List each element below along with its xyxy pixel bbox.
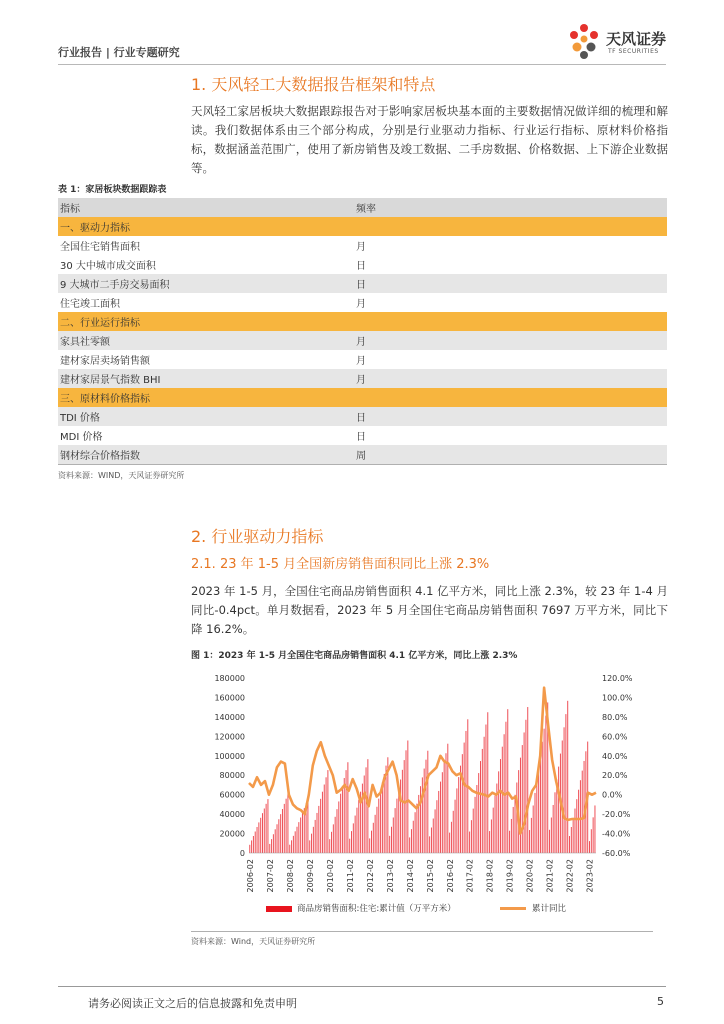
bar bbox=[424, 769, 425, 853]
table-row bbox=[58, 236, 667, 255]
bar bbox=[340, 794, 341, 853]
bar bbox=[553, 805, 554, 853]
table-row bbox=[58, 350, 667, 369]
bar bbox=[584, 761, 585, 853]
chart-svg bbox=[191, 666, 653, 930]
legend bbox=[266, 902, 646, 916]
y-left-tick-label: 80000 bbox=[219, 771, 245, 781]
bar bbox=[366, 767, 367, 853]
bar bbox=[522, 745, 523, 853]
bar bbox=[396, 799, 397, 853]
bar bbox=[415, 812, 416, 853]
figure-1-chart bbox=[191, 666, 653, 930]
bar bbox=[384, 774, 385, 853]
bar bbox=[327, 770, 328, 853]
table-cell-frequency: 日 bbox=[356, 432, 366, 443]
bar bbox=[342, 786, 343, 853]
table-row bbox=[58, 331, 667, 350]
bar bbox=[260, 818, 261, 853]
section-2-paragraph: 2023 年 1-5 月，全国住宅商品房销售面积 4.1 亿平方米，同比上涨 2.3%，较 23 年 1-4 月同比-0.4pct。单月数据看，2023 年 5 月全国住宅商品房销售面积 7697 万平方米，同比下降 16.2%。 bbox=[191, 584, 668, 636]
bar bbox=[536, 780, 537, 853]
section-1-title: 1. 天风轻工大数据报告框架和特点 bbox=[191, 75, 436, 94]
bar bbox=[554, 792, 555, 853]
y-left-tick-label: 140000 bbox=[214, 712, 245, 722]
bar bbox=[344, 778, 345, 853]
footer-divider bbox=[58, 986, 666, 987]
bar bbox=[511, 819, 512, 853]
table-cell-frequency: 日 bbox=[356, 261, 366, 272]
bar bbox=[331, 832, 332, 853]
table-row bbox=[58, 217, 667, 236]
bar bbox=[251, 840, 252, 853]
logo-name: 天风证券 bbox=[606, 30, 667, 48]
y-right-tick-label: -60.0% bbox=[602, 849, 631, 858]
bar bbox=[271, 839, 272, 853]
bar bbox=[266, 804, 267, 853]
bar bbox=[545, 716, 546, 853]
y-right-tick-label: 100.0% bbox=[602, 693, 633, 703]
table-1-source: 资料来源：WIND，天风证券研究所 bbox=[58, 471, 185, 480]
bar bbox=[320, 799, 321, 853]
bar bbox=[413, 821, 414, 853]
bar bbox=[282, 809, 283, 853]
x-tick-label: 2008-02 bbox=[285, 859, 295, 893]
bar bbox=[336, 809, 337, 853]
bar bbox=[447, 744, 448, 853]
table-cell-frequency: 月 bbox=[356, 242, 366, 253]
y-left-tick-label: 180000 bbox=[214, 674, 245, 683]
bar bbox=[429, 836, 430, 853]
bar bbox=[449, 833, 450, 853]
figure-1-caption: 图 1：2023 年 1-5 月全国住宅商品房销售面积 4.1 亿平方米，同比上涨 2.3% bbox=[191, 651, 518, 661]
bar bbox=[471, 820, 472, 853]
table-row bbox=[58, 388, 667, 407]
bar bbox=[298, 822, 299, 853]
bar bbox=[505, 722, 506, 853]
bar bbox=[358, 800, 359, 853]
table-row bbox=[58, 255, 667, 274]
bar bbox=[582, 771, 583, 853]
bar bbox=[351, 831, 352, 853]
x-tick-label: 2013-02 bbox=[385, 859, 395, 893]
y-left-tick-label: 100000 bbox=[214, 751, 245, 761]
bar bbox=[451, 822, 452, 853]
table-cell-indicator: TDI 价格 bbox=[60, 413, 100, 424]
bar bbox=[386, 766, 387, 853]
bar bbox=[286, 799, 287, 853]
table-cell-indicator: 全国住宅销售面积 bbox=[60, 242, 140, 253]
bar bbox=[500, 759, 501, 853]
x-tick-label: 2007-02 bbox=[265, 859, 275, 893]
bar bbox=[255, 832, 256, 853]
y-right-tick-label: 60.0% bbox=[602, 732, 628, 742]
table-cell-frequency: 月 bbox=[356, 356, 366, 367]
bar bbox=[395, 808, 396, 853]
bar bbox=[322, 792, 323, 853]
table-header-row bbox=[58, 198, 667, 217]
bar bbox=[293, 836, 294, 853]
x-tick-label: 2014-02 bbox=[405, 859, 415, 893]
bar bbox=[544, 729, 545, 853]
x-tick-label: 2019-02 bbox=[505, 859, 515, 893]
y-right-tick-label: 0.0% bbox=[602, 790, 623, 800]
bar bbox=[300, 817, 301, 853]
bar bbox=[407, 740, 408, 853]
logo-subtitle: TF SECURITIES bbox=[608, 48, 659, 55]
bar bbox=[538, 767, 539, 853]
bar bbox=[267, 799, 268, 853]
bar bbox=[520, 758, 521, 853]
bar bbox=[436, 800, 437, 853]
bar bbox=[513, 807, 514, 853]
bar bbox=[489, 831, 490, 853]
table-cell-frequency: 月 bbox=[356, 299, 366, 310]
bar bbox=[326, 777, 327, 853]
bar bbox=[258, 822, 259, 853]
header-breadcrumb: 行业报告 | 行业专题研究 bbox=[58, 46, 180, 59]
table-cell-frequency: 月 bbox=[356, 375, 366, 386]
tf-logo-icon bbox=[566, 22, 602, 62]
table-cell-indicator: 建材家居景气指数 BHI bbox=[60, 375, 161, 386]
bar bbox=[335, 817, 336, 853]
y-left-tick-label: 40000 bbox=[219, 810, 245, 820]
table-row bbox=[58, 426, 667, 445]
x-tick-label: 2015-02 bbox=[425, 859, 435, 893]
bar bbox=[453, 811, 454, 853]
table-cell-frequency: 日 bbox=[356, 280, 366, 291]
bar bbox=[515, 795, 516, 853]
x-tick-label: 2010-02 bbox=[325, 859, 335, 893]
bar bbox=[431, 828, 432, 853]
bar bbox=[311, 834, 312, 853]
bar bbox=[355, 816, 356, 853]
bar bbox=[469, 832, 470, 853]
bar bbox=[535, 793, 536, 853]
bar bbox=[277, 824, 278, 853]
bar bbox=[456, 788, 457, 853]
bar bbox=[393, 818, 394, 853]
bar bbox=[573, 818, 574, 853]
bar bbox=[402, 770, 403, 853]
bar bbox=[480, 761, 481, 853]
bar bbox=[380, 790, 381, 853]
bar bbox=[525, 720, 526, 853]
bar bbox=[284, 804, 285, 853]
bar bbox=[564, 727, 565, 853]
bar bbox=[369, 838, 370, 853]
x-tick-label: 2021-02 bbox=[545, 859, 555, 893]
bar bbox=[347, 762, 348, 853]
bar bbox=[580, 780, 581, 853]
y-right-tick-label: 40.0% bbox=[602, 751, 628, 761]
header-divider bbox=[58, 64, 666, 65]
bar bbox=[391, 827, 392, 853]
figure-bottom-rule bbox=[191, 931, 653, 932]
bar bbox=[529, 830, 530, 853]
section-2-title: 2. 行业驱动力指标 bbox=[191, 527, 324, 546]
bar bbox=[498, 771, 499, 853]
bar bbox=[257, 827, 258, 853]
table-cell-indicator: 家具社零额 bbox=[60, 337, 110, 348]
bar bbox=[540, 755, 541, 853]
bar bbox=[487, 712, 488, 853]
x-tick-label: 2023-02 bbox=[585, 859, 595, 893]
table-bottom-rule bbox=[58, 464, 667, 465]
table-cell-frequency: 月 bbox=[356, 337, 366, 348]
bar bbox=[465, 731, 466, 853]
x-tick-label: 2018-02 bbox=[485, 859, 495, 893]
bar bbox=[316, 813, 317, 853]
bar bbox=[455, 800, 456, 853]
x-tick-label: 2017-02 bbox=[465, 859, 475, 893]
bar bbox=[531, 818, 532, 853]
bar bbox=[373, 823, 374, 853]
bar bbox=[493, 808, 494, 853]
bar bbox=[578, 790, 579, 853]
section-2-1-title: 2.1. 23 年 1-5 月全国新房销售面积同比上涨 2.3% bbox=[191, 557, 490, 572]
bar bbox=[364, 776, 365, 853]
bar bbox=[435, 809, 436, 853]
y-left-tick-label: 60000 bbox=[219, 790, 245, 800]
bar bbox=[524, 732, 525, 853]
bar bbox=[574, 809, 575, 853]
table-cell-indicator: 建材家居卖场销售额 bbox=[60, 356, 150, 367]
bar bbox=[309, 840, 310, 853]
y-left-tick-label: 120000 bbox=[214, 732, 245, 742]
bar bbox=[346, 770, 347, 853]
bar bbox=[349, 839, 350, 853]
bar bbox=[542, 742, 543, 853]
bar bbox=[356, 808, 357, 853]
bar bbox=[416, 804, 417, 853]
table-cell-indicator: 住宅竣工面积 bbox=[60, 299, 120, 310]
tf-securities-logo bbox=[566, 22, 676, 62]
bar bbox=[507, 709, 508, 853]
bar bbox=[422, 777, 423, 853]
bar bbox=[438, 791, 439, 853]
legend-label-bar: 商品房销售面积:住宅:累计值（万平方米） bbox=[297, 904, 456, 914]
bar bbox=[475, 797, 476, 853]
bar bbox=[313, 827, 314, 853]
bar bbox=[409, 837, 410, 853]
bar bbox=[333, 824, 334, 853]
table-row bbox=[58, 293, 667, 312]
bar bbox=[269, 844, 270, 853]
bar bbox=[562, 740, 563, 853]
bar bbox=[411, 829, 412, 853]
table-cell-frequency: 日 bbox=[356, 413, 366, 424]
y-right-tick-label: -20.0% bbox=[602, 810, 631, 820]
bar bbox=[571, 827, 572, 853]
table-row bbox=[58, 274, 667, 293]
section-1-paragraph: 天风轻工家居板块大数据跟踪报告对于影响家居板块基本面的主要数据情况做详细的梳理和解读。我们数据体系由三个部分构成，分别是行业驱动力指标、行业运行指标、原材料价格指标，数据涵盖范围广，使用了新房销售及竣工数据、二手房数据、价格数据、上下游企业数据等。 bbox=[191, 104, 668, 175]
y-right-tick-label: 20.0% bbox=[602, 771, 628, 781]
table-cell-indicator: 钢材综合价格指数 bbox=[60, 451, 140, 462]
bar bbox=[280, 814, 281, 853]
bar bbox=[295, 831, 296, 853]
bar bbox=[565, 714, 566, 853]
y-left-tick-label: 0 bbox=[239, 849, 245, 858]
table-row bbox=[58, 369, 667, 388]
bar bbox=[442, 772, 443, 853]
bar bbox=[371, 831, 372, 853]
bar bbox=[378, 799, 379, 853]
bar bbox=[476, 785, 477, 853]
bar bbox=[462, 754, 463, 853]
bar bbox=[591, 829, 592, 853]
table-1-caption: 表 1：家居板块数据跟踪表 bbox=[58, 185, 167, 195]
bar bbox=[249, 845, 250, 853]
bar bbox=[569, 836, 570, 853]
bar bbox=[495, 796, 496, 853]
bar bbox=[375, 815, 376, 853]
table-row bbox=[58, 445, 667, 464]
bar bbox=[594, 805, 595, 853]
legend-swatch-bar bbox=[266, 906, 292, 912]
bar bbox=[433, 819, 434, 853]
data-tracking-table bbox=[58, 198, 667, 465]
x-tick-label: 2016-02 bbox=[445, 859, 455, 893]
bar bbox=[473, 809, 474, 853]
bar bbox=[273, 834, 274, 853]
x-tick-label: 2011-02 bbox=[345, 859, 355, 893]
bar bbox=[551, 818, 552, 853]
bar bbox=[315, 820, 316, 853]
bar bbox=[445, 753, 446, 853]
bar bbox=[324, 785, 325, 853]
bar bbox=[389, 836, 390, 853]
y-right-tick-label: 80.0% bbox=[602, 712, 628, 722]
table-cell-indicator: 二、行业运行指标 bbox=[60, 318, 140, 329]
table-row bbox=[58, 312, 667, 331]
y-left-tick-label: 20000 bbox=[219, 829, 245, 839]
footer-disclaimer: 请务必阅读正文之后的信息披露和免责申明 bbox=[88, 997, 297, 1010]
bar bbox=[427, 751, 428, 853]
bar bbox=[318, 806, 319, 853]
x-tick-label: 2012-02 bbox=[365, 859, 375, 893]
bar bbox=[576, 799, 577, 853]
bar bbox=[353, 823, 354, 853]
table-row bbox=[58, 407, 667, 426]
figure-1-source: 资料来源：Wind，天风证券研究所 bbox=[191, 937, 316, 946]
y-left-tick-label: 160000 bbox=[214, 693, 245, 703]
table-cell-indicator: 一、驱动力指标 bbox=[60, 223, 130, 234]
table-cell-indicator: 三、原材料价格指标 bbox=[60, 394, 150, 405]
bar bbox=[458, 777, 459, 853]
table-header-indicator: 指标 bbox=[60, 204, 80, 215]
x-tick-label: 2009-02 bbox=[305, 859, 315, 893]
table-cell-frequency: 周 bbox=[356, 451, 366, 462]
bar bbox=[589, 841, 590, 853]
bar bbox=[533, 805, 534, 853]
table-cell-indicator: 30 大中城市成交面积 bbox=[60, 261, 156, 272]
bar bbox=[376, 807, 377, 853]
bar bbox=[593, 817, 594, 853]
bar bbox=[289, 845, 290, 853]
bar bbox=[482, 749, 483, 853]
bar bbox=[278, 819, 279, 853]
bar bbox=[297, 827, 298, 853]
bar bbox=[420, 786, 421, 853]
bar bbox=[478, 773, 479, 853]
bar bbox=[253, 836, 254, 853]
bar bbox=[338, 801, 339, 853]
bar bbox=[264, 809, 265, 853]
table-cell-indicator: 9 大城市二手房交易面积 bbox=[60, 280, 170, 291]
bar bbox=[527, 707, 528, 853]
bar bbox=[558, 767, 559, 853]
bar bbox=[291, 840, 292, 853]
bar bbox=[509, 831, 510, 853]
bar bbox=[464, 743, 465, 853]
bar bbox=[502, 747, 503, 853]
table-header-frequency: 频率 bbox=[356, 204, 376, 215]
bar bbox=[302, 813, 303, 853]
bar bbox=[549, 830, 550, 853]
table-cell-indicator: MDI 价格 bbox=[60, 432, 103, 443]
bar bbox=[491, 819, 492, 853]
x-tick-label: 2020-02 bbox=[525, 859, 535, 893]
bar bbox=[567, 701, 568, 853]
bar bbox=[440, 782, 441, 853]
y-right-tick-label: 120.0% bbox=[602, 674, 633, 683]
bar bbox=[425, 760, 426, 853]
y-right-tick-label: -40.0% bbox=[602, 829, 631, 839]
bar bbox=[404, 760, 405, 853]
bar bbox=[460, 766, 461, 853]
page-number: 5 bbox=[657, 995, 664, 1008]
x-tick-label: 2022-02 bbox=[565, 859, 575, 893]
legend-label-line: 累计同比 bbox=[532, 904, 567, 914]
x-tick-label: 2006-02 bbox=[245, 859, 255, 893]
bar bbox=[329, 839, 330, 853]
bar bbox=[444, 763, 445, 853]
bar bbox=[485, 725, 486, 853]
bar bbox=[382, 782, 383, 853]
bar bbox=[275, 829, 276, 853]
bar bbox=[287, 794, 288, 853]
bar bbox=[262, 813, 263, 853]
legend-swatch-line bbox=[500, 907, 526, 910]
